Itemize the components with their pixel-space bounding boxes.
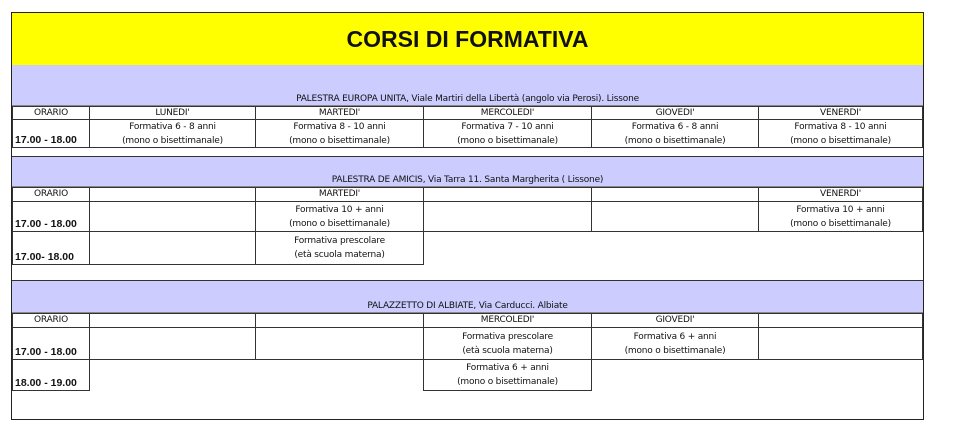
header-empty: [89, 187, 256, 202]
course-thursday: Formativa 6 - 8 anni (mono o bisettimanale): [591, 119, 759, 148]
course-wednesday: Formativa prescolare (età scuola materna): [423, 327, 592, 360]
header-empty: [591, 187, 759, 202]
header-empty: [89, 313, 256, 328]
empty-cell: [89, 231, 256, 265]
course-friday: Formativa 8 - 10 anni (mono o bisettimanale): [758, 119, 923, 148]
time-slot: 17.00 - 18.00: [12, 119, 90, 148]
course-tuesday: Formativa prescolare (età scuola materna): [255, 231, 424, 265]
course-tuesday: Formativa 8 - 10 anni (mono o bisettimanale): [255, 119, 424, 148]
header-orario: ORARIO: [12, 313, 90, 328]
venue-europa-unita: PALESTRA EUROPA UNITA, Viale Martiri della Libertà (angolo via Perosi). Lissone: [12, 65, 923, 106]
schedule-frame: [11, 12, 924, 420]
header-martedi: MARTEDI': [255, 106, 424, 120]
time-slot: 18.00 - 19.00: [12, 359, 90, 391]
course-thursday: Formativa 6 + anni (mono o bisettimanale): [591, 327, 759, 360]
empty-cell: [89, 201, 256, 232]
header-empty: [423, 187, 592, 202]
header-martedi: MARTEDI': [255, 187, 424, 202]
course-tuesday: Formativa 10 + anni (mono o bisettimanale): [255, 201, 424, 232]
header-venerdi: VENERDI': [758, 106, 923, 120]
header-empty: [255, 313, 424, 328]
empty-cell: [591, 201, 759, 232]
course-friday: Formativa 10 + anni (mono o bisettimanale): [758, 201, 923, 232]
time-slot: 17.00 - 18.00: [12, 201, 90, 232]
empty-cell: [255, 327, 424, 360]
header-orario: ORARIO: [12, 106, 90, 120]
page-title: CORSI DI FORMATIVA: [12, 13, 923, 66]
time-slot: 17.00- 18.00: [12, 231, 90, 265]
header-giovedi: GIOVEDI': [591, 313, 759, 328]
header-empty: [758, 313, 923, 328]
header-venerdi: VENERDI': [758, 187, 923, 202]
header-mercoledi: MERCOLEDI': [423, 313, 592, 328]
venue-albiate: PALAZZETTO DI ALBIATE, Via Carducci. Albiate: [12, 281, 923, 313]
header-orario: ORARIO: [12, 187, 90, 202]
course-monday: Formativa 6 - 8 anni (mono o bisettimanale): [89, 119, 256, 148]
course-wednesday: Formativa 6 + anni (mono o bisettimanale): [423, 359, 592, 391]
empty-cell: [758, 327, 923, 360]
header-giovedi: GIOVEDI': [591, 106, 759, 120]
time-slot: 17.00 - 18.00: [12, 327, 90, 360]
course-wednesday: Formativa 7 - 10 anni (mono o bisettimanale): [423, 119, 592, 148]
header-lunedi: LUNEDI': [89, 106, 256, 120]
venue-de-amicis: PALESTRA DE AMICIS, Via Tarra 11. Santa Margherita ( Lissone): [12, 157, 923, 187]
header-mercoledi: MERCOLEDI': [423, 106, 592, 120]
empty-cell: [423, 201, 592, 232]
empty-cell: [89, 327, 256, 360]
